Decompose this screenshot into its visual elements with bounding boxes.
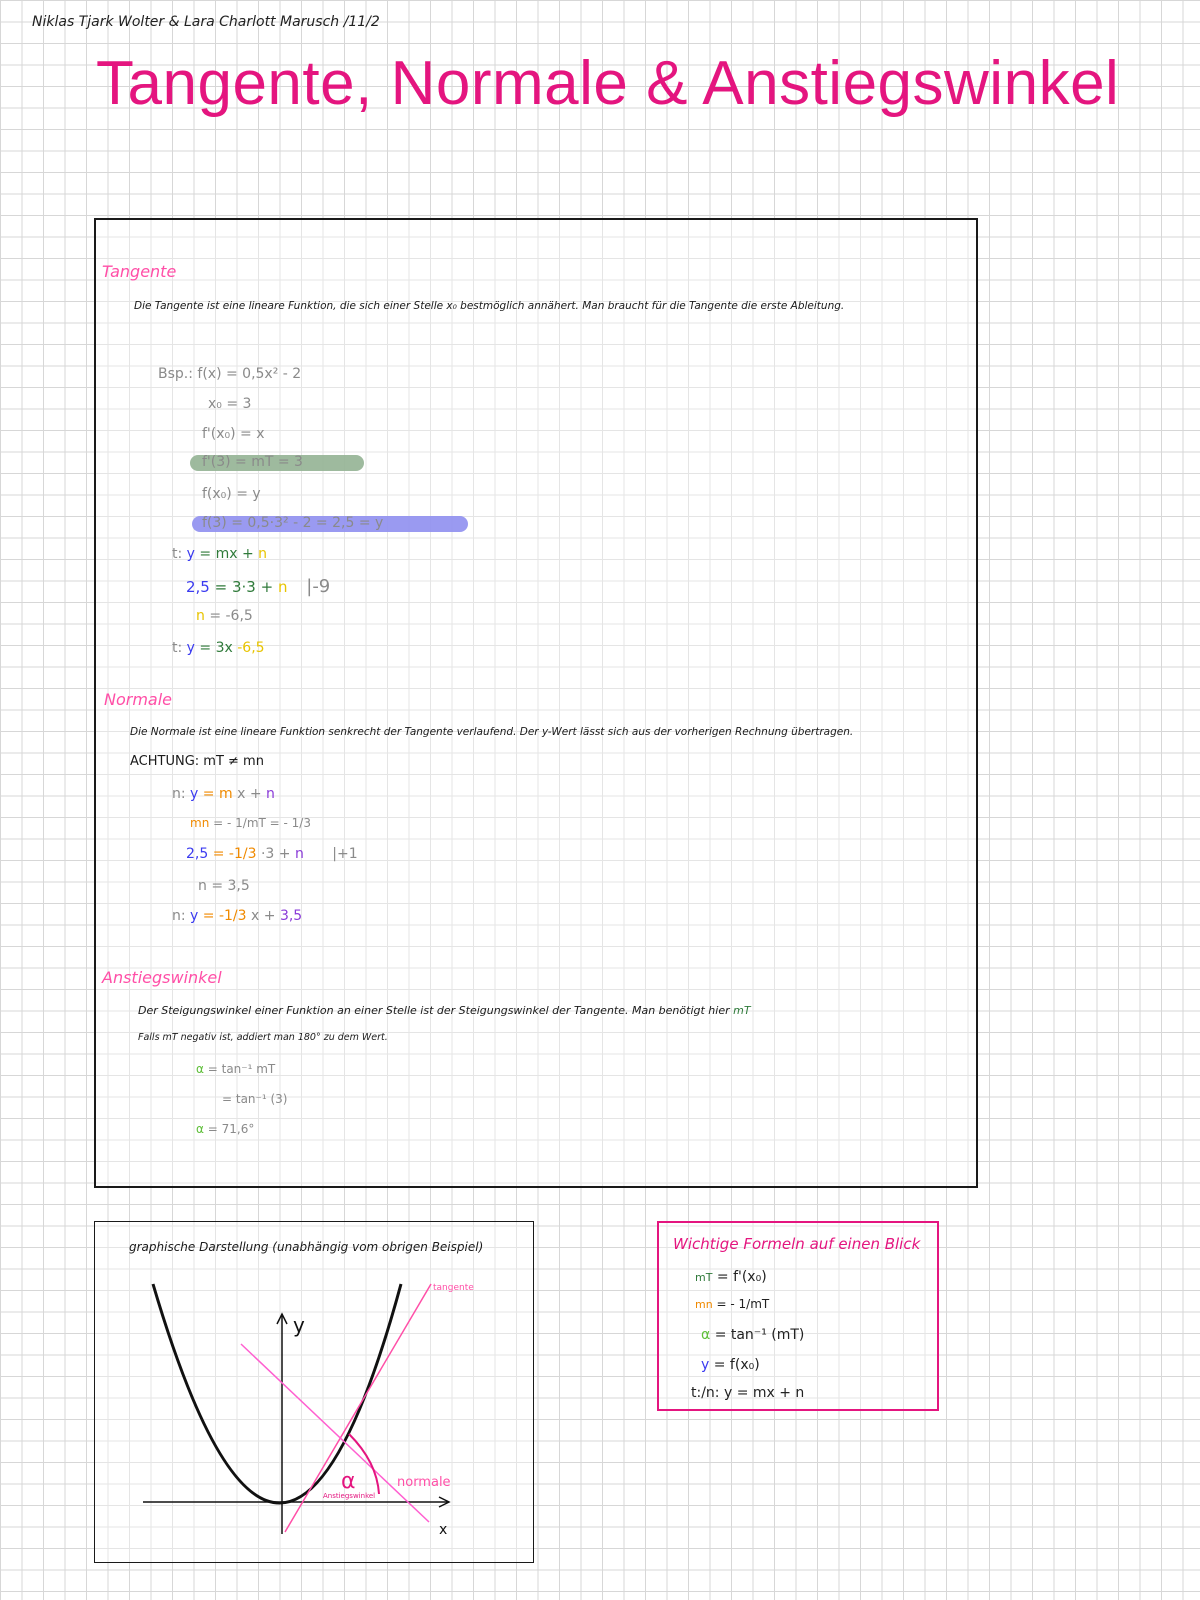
anstieg-note: Falls mT negativ ist, addiert man 180° zu dem Wert.: [138, 1032, 388, 1043]
anstieg-step2: = tan⁻¹ (3): [222, 1092, 288, 1106]
y-axis-label: y: [293, 1313, 305, 1337]
normale-mn: [190, 816, 311, 830]
heading-anstiegswinkel: Anstiegswinkel: [102, 968, 222, 987]
tangente-step2: [196, 608, 253, 624]
nres-n: 3,5: [279, 908, 303, 924]
n-x: x +: [237, 786, 262, 802]
f4-value: = f(x₀): [713, 1357, 760, 1373]
normale-description: Die Normale ist eine lineare Funktion senkrecht der Tangente verlaufend. Der y-Wert lässt sich aus der vorherigen Rechnung übertragen.: [130, 726, 854, 738]
tangente-fprime-3: f'(3) = mT = 3: [202, 454, 303, 470]
anstieg-step1: [196, 1062, 275, 1076]
main-notes-box: [94, 218, 978, 1188]
ns1-op: |+1: [332, 846, 358, 862]
n-label: n:: [172, 786, 186, 802]
anstieg-step3: [196, 1122, 254, 1136]
tangente-eq-row: [172, 546, 267, 562]
tangente-f-3: f(3) = 0,5·3² - 2 = 2,5 = y: [202, 515, 384, 531]
page-title: Tangente, Normale & Anstiegswinkel: [96, 49, 1120, 118]
t-eq: = mx +: [199, 546, 254, 562]
res-n: -6,5: [237, 640, 265, 656]
f3-value: = tan⁻¹ (mT): [714, 1327, 805, 1343]
normale-result: [172, 908, 302, 924]
f1-value: = f'(x₀): [716, 1269, 767, 1285]
normale-step1: [186, 846, 358, 862]
parabola-curve: [153, 1284, 401, 1503]
f3-label: α: [701, 1327, 711, 1343]
mn-value: = - 1/mT = - 1/3: [213, 816, 311, 830]
tangente-example-function: Bsp.: f(x) = 0,5x² - 2: [158, 366, 302, 382]
nres-label: n:: [172, 908, 186, 924]
normale-step2: n = 3,5: [198, 878, 250, 894]
nres-y: y: [190, 908, 199, 924]
s1-op: |-9: [306, 576, 331, 597]
n-m: = m: [202, 786, 233, 802]
ns1-eq: ·3 +: [260, 846, 291, 862]
t-n: n: [258, 546, 268, 562]
a1-alpha: α: [196, 1062, 204, 1076]
tangente-x0: x₀ = 3: [208, 396, 252, 412]
t-label: t:: [172, 546, 183, 562]
graph-box: [94, 1221, 534, 1563]
a1-rest: = tan⁻¹ mT: [207, 1062, 276, 1076]
formula-mn: [695, 1297, 769, 1311]
ns1-value: 2,5: [186, 846, 209, 862]
heading-tangente: Tangente: [102, 262, 177, 281]
t-y: y: [186, 546, 195, 562]
formula-y: [701, 1357, 760, 1373]
tangente-f-x0: f(x₀) = y: [202, 486, 261, 502]
n-y: y: [190, 786, 199, 802]
f4-label: y: [701, 1357, 710, 1373]
formula-box-title: Wichtige Formeln auf einen Blick: [673, 1235, 921, 1253]
tangent-label: tangente: [433, 1283, 474, 1293]
authors-line: Niklas Tjark Wolter & Lara Charlott Marusch /11/2: [32, 14, 380, 30]
formula-mt: [695, 1269, 767, 1285]
s2-n: n: [196, 608, 205, 624]
alpha-symbol: α: [341, 1469, 356, 1494]
mn-label: mn: [190, 816, 210, 830]
tangente-description: Die Tangente ist eine lineare Funktion, die sich einer Stelle x₀ bestmöglich annähert. Man braucht für die Tangente die erste Ableitung.: [134, 300, 845, 312]
normale-achtung: ACHTUNG: mT ≠ mn: [130, 754, 264, 769]
normal-label: normale: [397, 1475, 451, 1490]
res-y: y: [186, 640, 195, 656]
res-label: t:: [172, 640, 183, 656]
res-eq: = 3x: [199, 640, 233, 656]
s2-value: = -6,5: [209, 608, 253, 624]
f2-value: = - 1/mT: [716, 1297, 770, 1311]
n-n: n: [266, 786, 275, 802]
tangente-step1: [186, 576, 330, 597]
f2-label: mn: [695, 1298, 713, 1311]
nres-x: x +: [251, 908, 276, 924]
s1-value: 2,5: [186, 578, 210, 596]
a3-rest: = 71,6°: [207, 1122, 255, 1136]
graph-title: graphische Darstellung (unabhängig vom obrigen Beispiel): [129, 1240, 484, 1254]
nres-m: = -1/3: [202, 908, 247, 924]
graph-svg: [95, 1222, 533, 1562]
anstieg-desc-text: Der Steigungswinkel einer Funktion an einer Stelle ist der Steigungswinkel der Tangente. Man benötigt hier: [138, 1004, 730, 1017]
f1-label: mT: [695, 1271, 713, 1284]
ns1-m: = -1/3: [212, 846, 257, 862]
a3-alpha: α: [196, 1122, 204, 1136]
tangente-fprime-x0: f'(x₀) = x: [202, 426, 265, 442]
s1-n: n: [277, 578, 288, 596]
formula-box: [657, 1221, 939, 1411]
x-axis-label: x: [439, 1522, 448, 1538]
anstieg-desc-m: mT: [733, 1004, 751, 1017]
formula-linear: t:/n: y = mx + n: [691, 1385, 805, 1401]
ns1-n: n: [294, 846, 304, 862]
s1-eq: = 3·3 +: [214, 578, 274, 596]
normale-eq-row: [172, 786, 275, 802]
tangente-result: [172, 640, 265, 656]
angle-label: Anstiegswinkel: [323, 1492, 376, 1500]
anstieg-description: [138, 1004, 751, 1017]
formula-alpha: [701, 1327, 804, 1343]
heading-normale: Normale: [104, 690, 173, 709]
